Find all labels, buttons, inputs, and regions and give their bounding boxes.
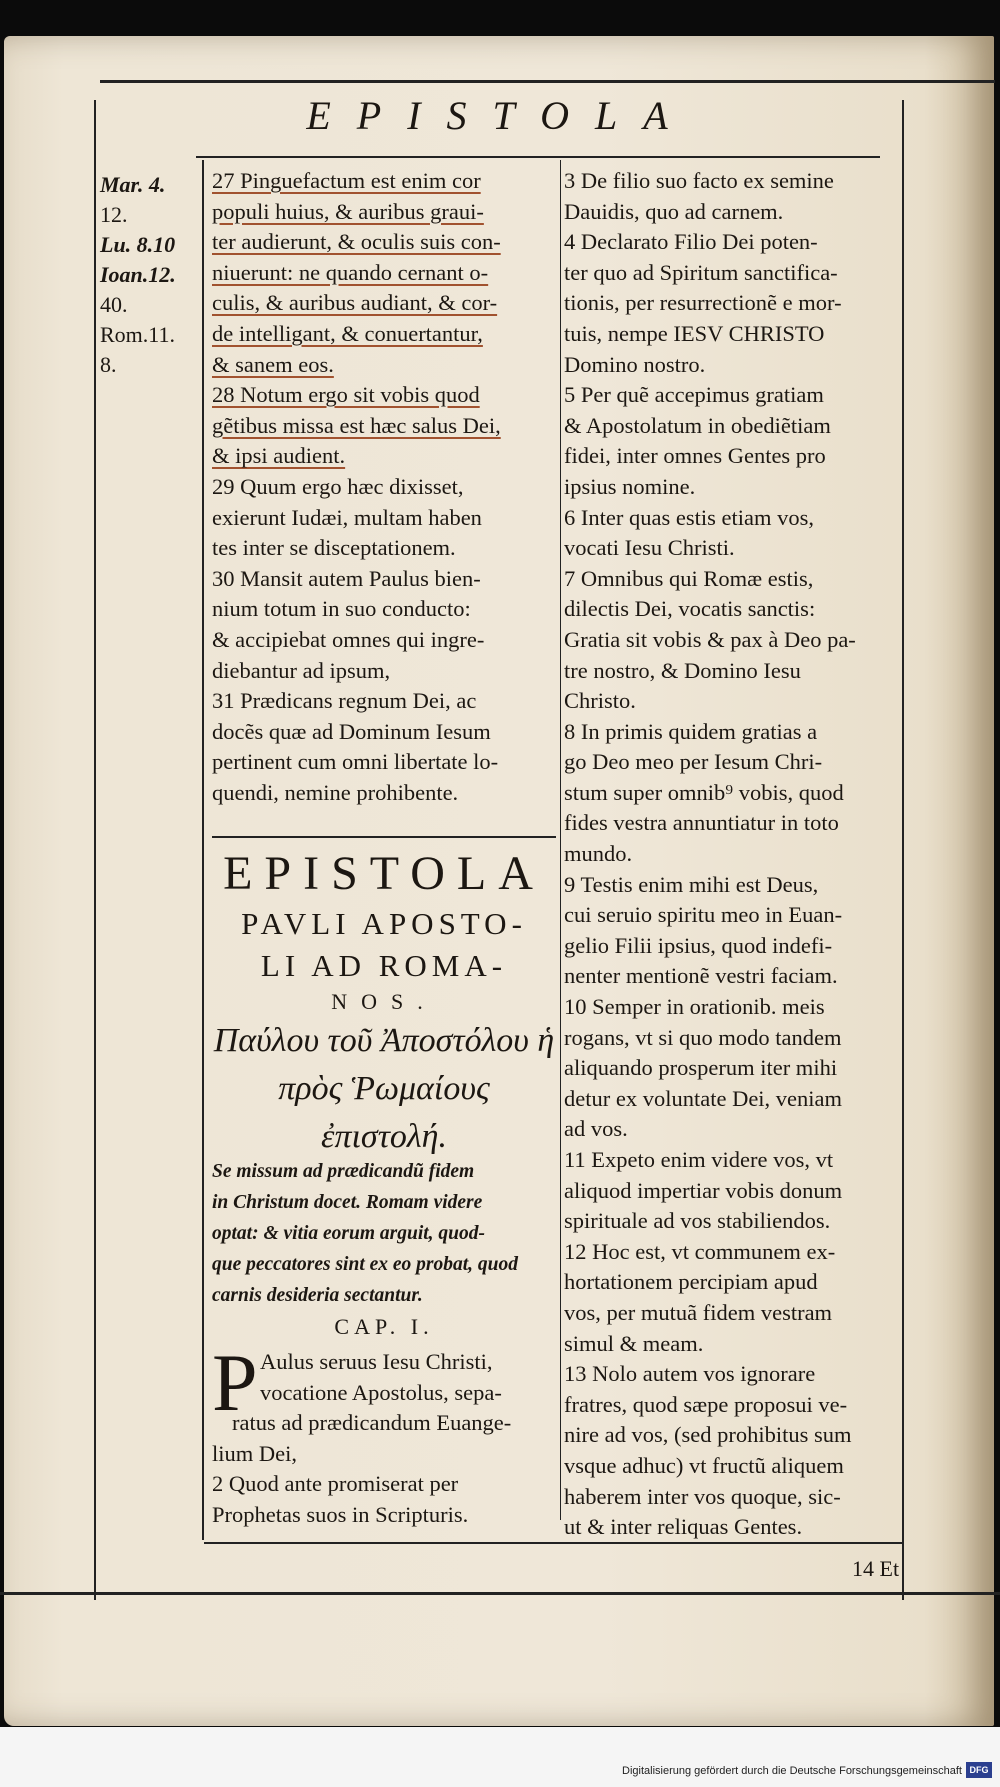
verse-line: & ipsi audient.: [212, 443, 346, 469]
verse-line: 27 Pinguefactum est enim cor: [212, 168, 481, 193]
margin-note: Ioan.12.: [100, 262, 176, 287]
verse-line: ter quo ad Spiritum sanctifica-: [564, 259, 838, 285]
greek-title-line-2: πρὸς Ῥωμαίους: [278, 1070, 490, 1107]
verse-line: 9 Testis enim mihi est Deus,: [564, 871, 819, 897]
title-line-1: EPISTOLA: [223, 847, 545, 900]
verse-line: quendi, nemine prohibente.: [212, 779, 459, 805]
argument-line: Se missum ad prædicandũ fidem: [212, 1161, 475, 1182]
epistle-title: [212, 845, 556, 1161]
catchword: 14 Et: [852, 1556, 900, 1581]
verse-line: exierunt Iudæi, multam haben: [212, 504, 482, 530]
verse-line: nire ad vos, (sed prohibitus sum: [564, 1422, 852, 1448]
verse-line: culis, & auribus audiant, & cor-: [212, 290, 498, 316]
verse-line: tuis, nempe IESV CHRISTO: [564, 320, 825, 346]
verse-line: ter audierunt, & oculis suis con-: [212, 229, 501, 255]
verse-line: populi huius, & auribus graui-: [212, 198, 484, 224]
verse-line: 3 De filio suo facto ex semine: [564, 168, 834, 193]
verse-line: Christo.: [564, 688, 636, 714]
verse-line: nium totum in suo conducto:: [212, 596, 471, 622]
verse-line: 8 In primis quidem gratias a: [564, 718, 818, 744]
verse-line: vsque adhuc) vt fructũ aliquem: [564, 1452, 844, 1478]
verse-line: 4 Declarato Filio Dei poten-: [564, 229, 818, 255]
verse-line: pertinent cum omni libertate lo-: [212, 749, 499, 775]
argument-line: carnis desideria sectantur.: [212, 1285, 423, 1306]
verse-line: tes inter se disceptationem.: [212, 535, 456, 561]
verse-line: de intelligant, & conuertantur,: [212, 320, 483, 346]
verse-line: go Deo meo per Iesum Chri-: [564, 749, 823, 775]
left-column: [212, 166, 556, 808]
margin-note: Mar. 4.: [100, 172, 166, 197]
top-rule: [100, 80, 995, 83]
chapter-heading: CAP. I.: [334, 1314, 434, 1339]
verse-line: niuerunt: ne quando cernant o-: [212, 259, 489, 285]
header-underline: [196, 156, 880, 158]
margin-note: Rom.11.: [100, 322, 175, 347]
title-line-4: NOS.: [331, 989, 437, 1014]
column-divider: [560, 160, 561, 1520]
verse-line: aliquando prosperum iter mihi: [564, 1055, 838, 1081]
chapter-line: ratus ad prædicandum Euange-: [232, 1410, 512, 1436]
dfg-logo[interactable]: DFG: [966, 1762, 992, 1778]
verse-line: spirituale ad vos stabiliendos.: [564, 1208, 831, 1234]
margin-note: 8.: [100, 352, 117, 377]
verse-line: & accipiebat omnes qui ingre-: [212, 626, 485, 652]
verse-line: 12 Hoc est, vt communem ex-: [564, 1238, 836, 1264]
margin-note: Lu. 8.10: [100, 232, 176, 257]
verse-line: 30 Mansit autem Paulus bien-: [212, 565, 481, 591]
verse-line: 7 Omnibus qui Romæ estis,: [564, 565, 814, 591]
verse-line: detur ex voluntate Dei, veniam: [564, 1085, 843, 1111]
verse-line: simul & meam.: [564, 1330, 704, 1356]
verse-line: vocati Iesu Christi.: [564, 535, 735, 561]
chapter-line: Prophetas suos in Scripturis.: [212, 1501, 469, 1527]
verse-line: & sanem eos.: [212, 351, 334, 377]
outer-left-frame: [94, 100, 96, 1600]
digitization-credit[interactable]: Digitalisierung gefördert durch die Deutsche Forschungsgemeinschaft: [622, 1765, 962, 1777]
bottom-rule-2: [0, 1592, 1000, 1595]
verse-line: 10 Semper in orationib. meis: [564, 994, 825, 1020]
argument-line: optat: & vitia eorum arguit, quod-: [212, 1223, 486, 1244]
verse-line: 31 Prædicans regnum Dei, ac: [212, 688, 477, 714]
verse-line: ipsius nomine.: [564, 473, 696, 499]
verse-line: rogans, vt si quo modo tandem: [564, 1024, 842, 1050]
verse-line: Gratia sit vobis & pax à Deo pa-: [564, 626, 856, 652]
verse-line: gẽtibus missa est hæc salus Dei,: [212, 412, 501, 438]
verse-line: mundo.: [564, 841, 633, 867]
chapter-line: 2 Quod ante promiserat per: [212, 1471, 459, 1497]
verse-line: aliquod impertiar vobis donum: [564, 1177, 843, 1203]
verse-line: 28 Notum ergo sit vobis quod: [212, 382, 480, 408]
argument-line: in Christum docet. Romam videre: [212, 1192, 483, 1213]
margin-note: 12.: [100, 202, 128, 227]
chapter-line: Aulus seruus Iesu Christi,: [260, 1349, 493, 1374]
drop-cap: P: [212, 1337, 258, 1428]
running-head: EPISTOLA: [306, 93, 694, 138]
verse-line: stum super omnib⁹ vobis, quod: [564, 779, 844, 805]
verse-line: Domino nostro.: [564, 351, 706, 377]
greek-title-line-1: Παύλου τοῦ Ἀποστόλου ἡ: [213, 1022, 555, 1059]
verse-line: tionis, per resurrectionẽ e mor-: [564, 290, 842, 316]
verse-line: vos, per mutuã fidem vestram: [564, 1299, 833, 1325]
chapter-argument: [212, 1156, 556, 1311]
verse-line: 29 Quum ergo hæc dixisset,: [212, 473, 464, 499]
verse-line: gelio Filii ipsius, quod indefi-: [564, 932, 833, 958]
verse-line: fides vestra annuntiatur in toto: [564, 810, 839, 836]
verse-line: nenter mentionẽ vestri faciam.: [564, 963, 838, 989]
verse-line: Dauidis, quo ad carnem.: [564, 198, 784, 224]
verse-line: 5 Per quẽ accepimus gratiam: [564, 382, 824, 408]
verse-line: hortationem percipiam apud: [564, 1269, 818, 1295]
verse-line: ad vos.: [564, 1116, 628, 1142]
chapter-body: [212, 1347, 556, 1531]
chapter-line: lium Dei,: [212, 1440, 297, 1466]
verse-line: 11 Expeto enim videre vos, vt: [564, 1147, 834, 1172]
verse-line: tre nostro, & Domino Iesu: [564, 657, 801, 683]
title-rule: [212, 836, 556, 838]
verse-line: dilectis Dei, vocatis sanctis:: [564, 596, 816, 622]
verse-line: fratres, quod sæpe proposui ve-: [564, 1391, 848, 1417]
greek-title-line-3: ἐπιστολή.: [321, 1118, 447, 1155]
chapter-line: vocatione Apostolus, sepa-: [260, 1379, 502, 1405]
right-column: [564, 166, 910, 1543]
argument-line: que peccatores sint ex eo probat, quod: [212, 1254, 519, 1275]
title-line-2: PAVLI APOSTO-: [241, 906, 527, 941]
verse-line: 13 Nolo autem vos ignorare: [564, 1361, 816, 1387]
verse-line: 6 Inter quas estis etiam vos,: [564, 504, 814, 530]
margin-note: 40.: [100, 292, 128, 317]
verse-line: fidei, inter omnes Gentes pro: [564, 443, 826, 469]
verse-line: ut & inter reliquas Gentes.: [564, 1514, 803, 1540]
verse-line: & Apostolatum in obediẽtiam: [564, 412, 831, 438]
verse-line: haberem inter vos quoque, sic-: [564, 1483, 841, 1509]
verse-line: cui seruio spiritu meo in Euan-: [564, 902, 843, 928]
verse-line: docẽs quæ ad Dominum Iesum: [212, 718, 491, 744]
title-line-3: LI AD ROMA-: [260, 948, 508, 983]
footer-bar: [0, 1727, 1000, 1787]
verse-line: diebantur ad ipsum,: [212, 657, 391, 683]
margin-divider: [202, 160, 204, 1540]
margin-notes: [100, 170, 200, 380]
